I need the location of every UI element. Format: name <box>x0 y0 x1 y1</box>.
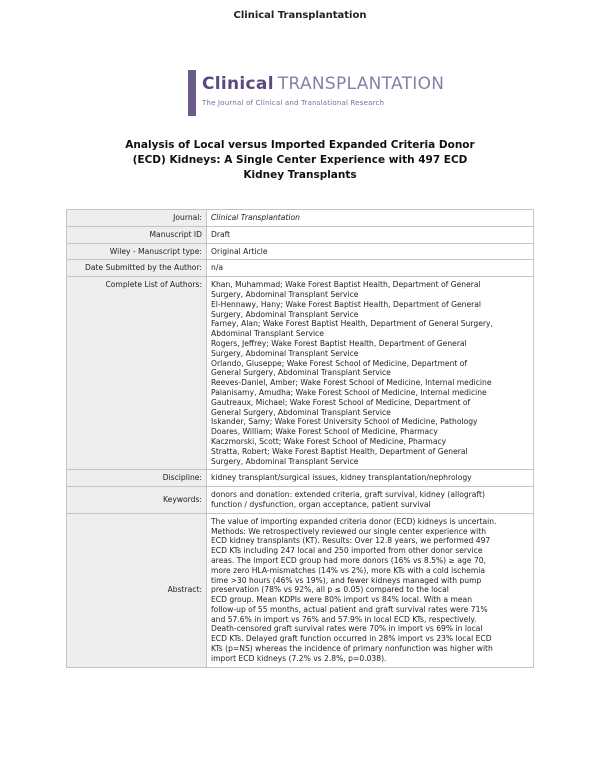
discipline-label: Discipline: <box>67 470 207 487</box>
author-line: Surgery, Abdominal Transplant Service <box>211 348 359 358</box>
abstract-line: and 57.6% in import vs 76% and 57.9% in local ECD KTs, respectively. <box>211 614 477 624</box>
abstract-line: more zero HLA-mismatches (14% vs 2%), more KTs with a cold ischemia <box>211 565 485 575</box>
author-line: General Surgery, Abdominal Transplant Service <box>211 407 391 417</box>
authors-label: Complete List of Authors: <box>67 277 207 470</box>
keywords-label: Keywords: <box>67 487 207 514</box>
running-head: Clinical Transplantation <box>233 10 367 21</box>
author-line: Rogers, Jeffrey; Wake Forest Baptist Health, Department of General <box>211 338 467 348</box>
row-abstract <box>67 513 534 667</box>
abstract-line: preservation (78% vs 92%, all p ≤ 0.05) compared to the local <box>211 585 449 595</box>
title-line: (ECD) Kidneys: A Single Center Experience with 497 ECD <box>132 154 468 166</box>
journal-value: Clinical Transplantation <box>207 210 534 227</box>
date-submitted-value: n/a <box>207 260 534 277</box>
author-line: Gautreaux, Michael; Wake Forest School of Medicine, Department of <box>211 397 471 407</box>
row-manuscript-id <box>67 226 534 243</box>
author-line: Kaczmorski, Scott; Wake Forest School of Medicine, Pharmacy <box>211 436 447 446</box>
keywords-value <box>207 487 534 514</box>
row-keywords <box>67 487 534 514</box>
abstract-line: areas. The import ECD group had more donors (16% vs 8.5%) ≥ age 70, <box>211 555 486 565</box>
title-line: Kidney Transplants <box>243 169 357 181</box>
abstract-line: ECD KTs. Delayed graft function occurred in 28% import vs 23% local ECD <box>211 634 492 644</box>
author-line: Khan, Muhammad; Wake Forest Baptist Health, Department of General <box>211 280 481 290</box>
logo-bar <box>188 70 196 116</box>
keywords-line: donors and donation: extended criteria, graft survival, kidney (allograft) <box>211 490 485 500</box>
abstract-value <box>207 513 534 667</box>
author-line: Surgery, Abdominal Transplant Service <box>211 309 359 319</box>
manuscript-type-value: Original Article <box>207 243 534 260</box>
title-line: Analysis of Local versus Imported Expanded Criteria Donor <box>125 139 475 151</box>
abstract-line: Methods: We retrospectively reviewed our single center experience with <box>211 526 487 536</box>
logo-tagline: The Journal of Clinical and Translational Research <box>202 99 385 107</box>
abstract-line: The value of importing expanded criteria donor (ECD) kidneys is uncertain. <box>211 516 497 526</box>
journal-logo <box>188 70 445 118</box>
row-date-submitted <box>67 260 534 277</box>
discipline-value: kidney transplant/surgical issues, kidney transplantation/nephrology <box>207 470 534 487</box>
abstract-label: Abstract: <box>67 513 207 667</box>
row-discipline <box>67 470 534 487</box>
abstract-line: ECD kidney transplants (KT). Results: Over 12.8 years, we performed 497 <box>211 536 491 546</box>
abstract-line: time >30 hours (46% vs 19%), and fewer kidneys managed with pump <box>211 575 482 585</box>
author-line: Surgery, Abdominal Transplant Service <box>211 456 359 466</box>
abstract-line: ECD group. Mean KDPIs were 80% import vs 84% local. With a mean <box>211 595 473 605</box>
author-line: Doares, William; Wake Forest School of Medicine, Pharmacy <box>211 427 438 437</box>
abstract-line: ECD KTs including 247 local and 250 imported from other donor service <box>211 546 483 556</box>
journal-label: Journal: <box>67 210 207 227</box>
logo-wordmark <box>202 74 444 94</box>
row-journal <box>67 210 534 227</box>
author-line: El-Hennawy, Hany; Wake Forest Baptist Health, Department of General <box>211 299 481 309</box>
row-manuscript-type <box>67 243 534 260</box>
author-line: Surgery, Abdominal Transplant Service <box>211 289 359 299</box>
author-line: Reeves-Daniel, Amber; Wake Forest School of Medicine, Internal medicine <box>211 378 492 388</box>
abstract-line: import ECD kidneys (7.2% vs 2.8%, p=0.038). <box>211 653 387 663</box>
manuscript-type-label: Wiley - Manuscript type: <box>67 243 207 260</box>
author-line: General Surgery, Abdominal Transplant Service <box>211 368 391 378</box>
date-submitted-label: Date Submitted by the Author: <box>67 260 207 277</box>
manuscript-id-value: Draft <box>207 226 534 243</box>
author-line: Farney, Alan; Wake Forest Baptist Health, Department of General Surgery, <box>211 319 493 329</box>
author-line: Orlando, Giuseppe; Wake Forest School of Medicine, Department of <box>211 358 468 368</box>
row-authors <box>67 277 534 470</box>
author-line: Stratta, Robert; Wake Forest Baptist Health, Department of General <box>211 446 468 456</box>
author-line: Palanisamy, Amudha; Wake Forest School of Medicine, Internal medicine <box>211 387 487 397</box>
logo-word-transplantation: TRANSPLANTATION <box>277 74 445 94</box>
author-line: Abdominal Transplant Service <box>211 329 324 339</box>
abstract-line: KTs (p=NS) whereas the incidence of primary nonfunction was higher with <box>211 644 493 654</box>
manuscript-id-label: Manuscript ID <box>67 226 207 243</box>
article-title <box>60 138 540 183</box>
keywords-line: function / dysfunction, organ acceptance, patient survival <box>211 499 431 509</box>
manuscript-metadata-table <box>66 209 534 668</box>
logo-word-clinical: Clinical <box>202 74 274 94</box>
authors-value <box>207 277 534 470</box>
abstract-line: follow-up of 55 months, actual patient and graft survival rates were 71% <box>211 604 488 614</box>
abstract-line: Death-censored graft survival rates were 70% in import vs 69% in local <box>211 624 483 634</box>
author-line: Iskander, Samy; Wake Forest University School of Medicine, Pathology <box>211 417 478 427</box>
